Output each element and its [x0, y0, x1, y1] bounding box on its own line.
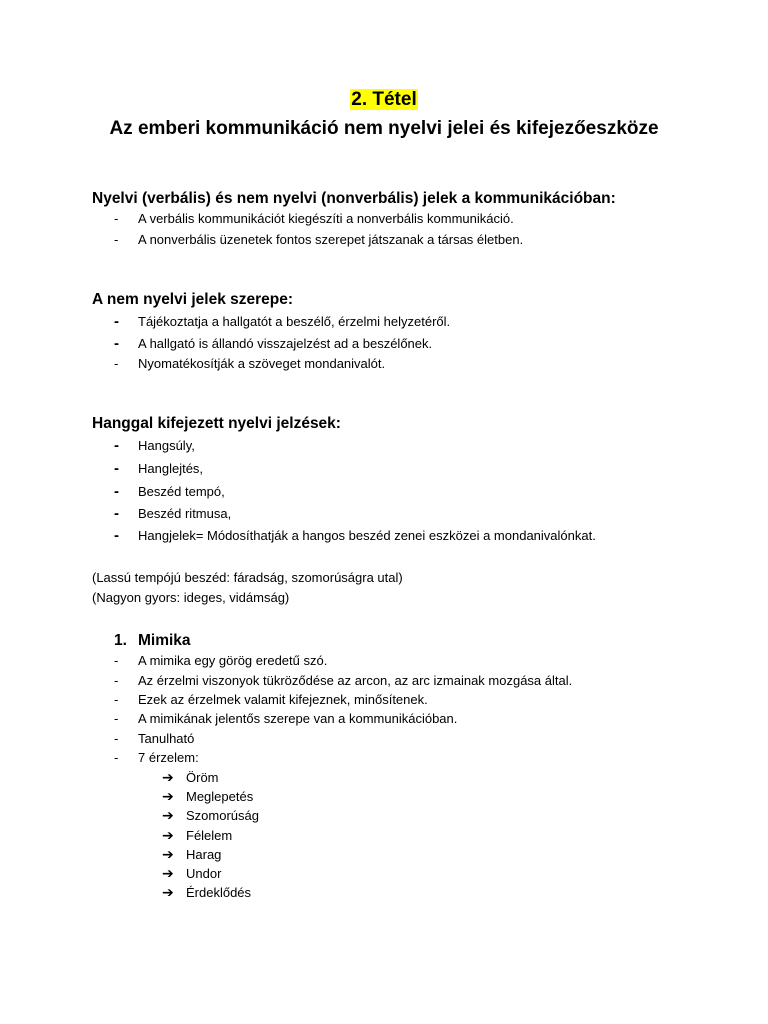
dash-bullet: - — [114, 731, 119, 746]
dash-bullet: - — [114, 335, 119, 352]
dash-bullet: - — [114, 232, 119, 247]
list-item: - A verbális kommunikációt kiegészíti a nonverbális kommunikáció. — [114, 211, 514, 226]
emotion-item: ➔ Harag — [162, 846, 222, 862]
dash-bullet: - — [114, 711, 119, 726]
emotion-item: ➔ Szomorúság — [162, 807, 259, 823]
arrow-right-icon: ➔ — [162, 769, 174, 785]
list-item: - Tájékoztatja a hallgatót a beszélő, érzelmi helyzetéről. — [114, 313, 451, 330]
document-title: Az emberi kommunikáció nem nyelvi jelei és kifejezőeszköze — [109, 118, 659, 139]
dash-bullet: - — [114, 653, 119, 668]
arrow-right-icon: ➔ — [162, 788, 174, 804]
list-item: - Nyomatékosítják a szöveget mondanivalót. — [114, 356, 386, 371]
list-item: - Hangjelek= Módosíthatják a hangos beszéd zenei eszközei a mondanivalónkat. — [114, 527, 596, 544]
dash-bullet: - — [114, 750, 119, 765]
emotion-item: ➔ Undor — [162, 865, 222, 881]
dash-bullet: - — [114, 211, 119, 226]
list-item: - Ezek az érzelmek valamit kifejeznek, minősítenek. — [114, 692, 428, 707]
emotion-item: ➔ Öröm — [162, 769, 219, 785]
list-item: - A hallgató is állandó visszajelzést ad a beszélőnek. — [114, 335, 433, 352]
numbered-heading-mimika: 1. Mimika — [114, 632, 191, 649]
list-item: - Hangsúly, — [114, 437, 195, 454]
dash-bullet: - — [114, 313, 119, 330]
dash-bullet: - — [114, 527, 119, 544]
dash-bullet: - — [114, 356, 119, 371]
list-item: - 7 érzelem: — [114, 750, 199, 765]
list-item: - A nonverbális üzenetek fontos szerepet játszanak a társas életben. — [114, 232, 524, 247]
list-item: - Az érzelmi viszonyok tükröződése az arcon, az arc izmainak mozgása által. — [114, 673, 573, 688]
list-item: - Beszéd tempó, — [114, 483, 225, 500]
dash-bullet: - — [114, 460, 119, 477]
heading-number: 1. — [114, 632, 127, 649]
section-heading-verbal-nonverbal: Nyelvi (verbális) és nem nyelvi (nonverbális) jelek a kommunikációban: — [92, 190, 616, 207]
note-line: (Lassú tempójú beszéd: fáradság, szomorúságra utal) — [92, 570, 403, 585]
arrow-right-icon: ➔ — [162, 884, 174, 900]
list-item: - Hanglejtés, — [114, 460, 204, 477]
dash-bullet: - — [114, 673, 119, 688]
list-item: - A mimika egy görög eredetű szó. — [114, 653, 328, 668]
dash-bullet: - — [114, 692, 119, 707]
dash-bullet: - — [114, 483, 119, 500]
arrow-right-icon: ➔ — [162, 865, 174, 881]
emotion-item: ➔ Meglepetés — [162, 788, 254, 804]
arrow-right-icon: ➔ — [162, 807, 174, 823]
section-heading-vocal-signals: Hanggal kifejezett nyelvi jelzések: — [92, 415, 341, 432]
emotion-item: ➔ Félelem — [162, 827, 233, 843]
dash-bullet: - — [114, 437, 119, 454]
section-heading-nonverbal-role: A nem nyelvi jelek szerepe: — [92, 291, 294, 308]
arrow-right-icon: ➔ — [162, 827, 174, 843]
tetel-highlight: 2. Tétel — [351, 89, 417, 110]
tetel-label — [0, 88, 768, 112]
arrow-right-icon: ➔ — [162, 846, 174, 862]
note-line: (Nagyon gyors: ideges, vidámság) — [92, 590, 290, 605]
dash-bullet: - — [114, 505, 119, 522]
list-item: - Tanulható — [114, 731, 195, 746]
list-item: - A mimikának jelentős szerepe van a kommunikációban. — [114, 711, 458, 726]
emotion-item: ➔ Érdeklődés — [162, 884, 252, 900]
list-item: - Beszéd ritmusa, — [114, 505, 232, 522]
